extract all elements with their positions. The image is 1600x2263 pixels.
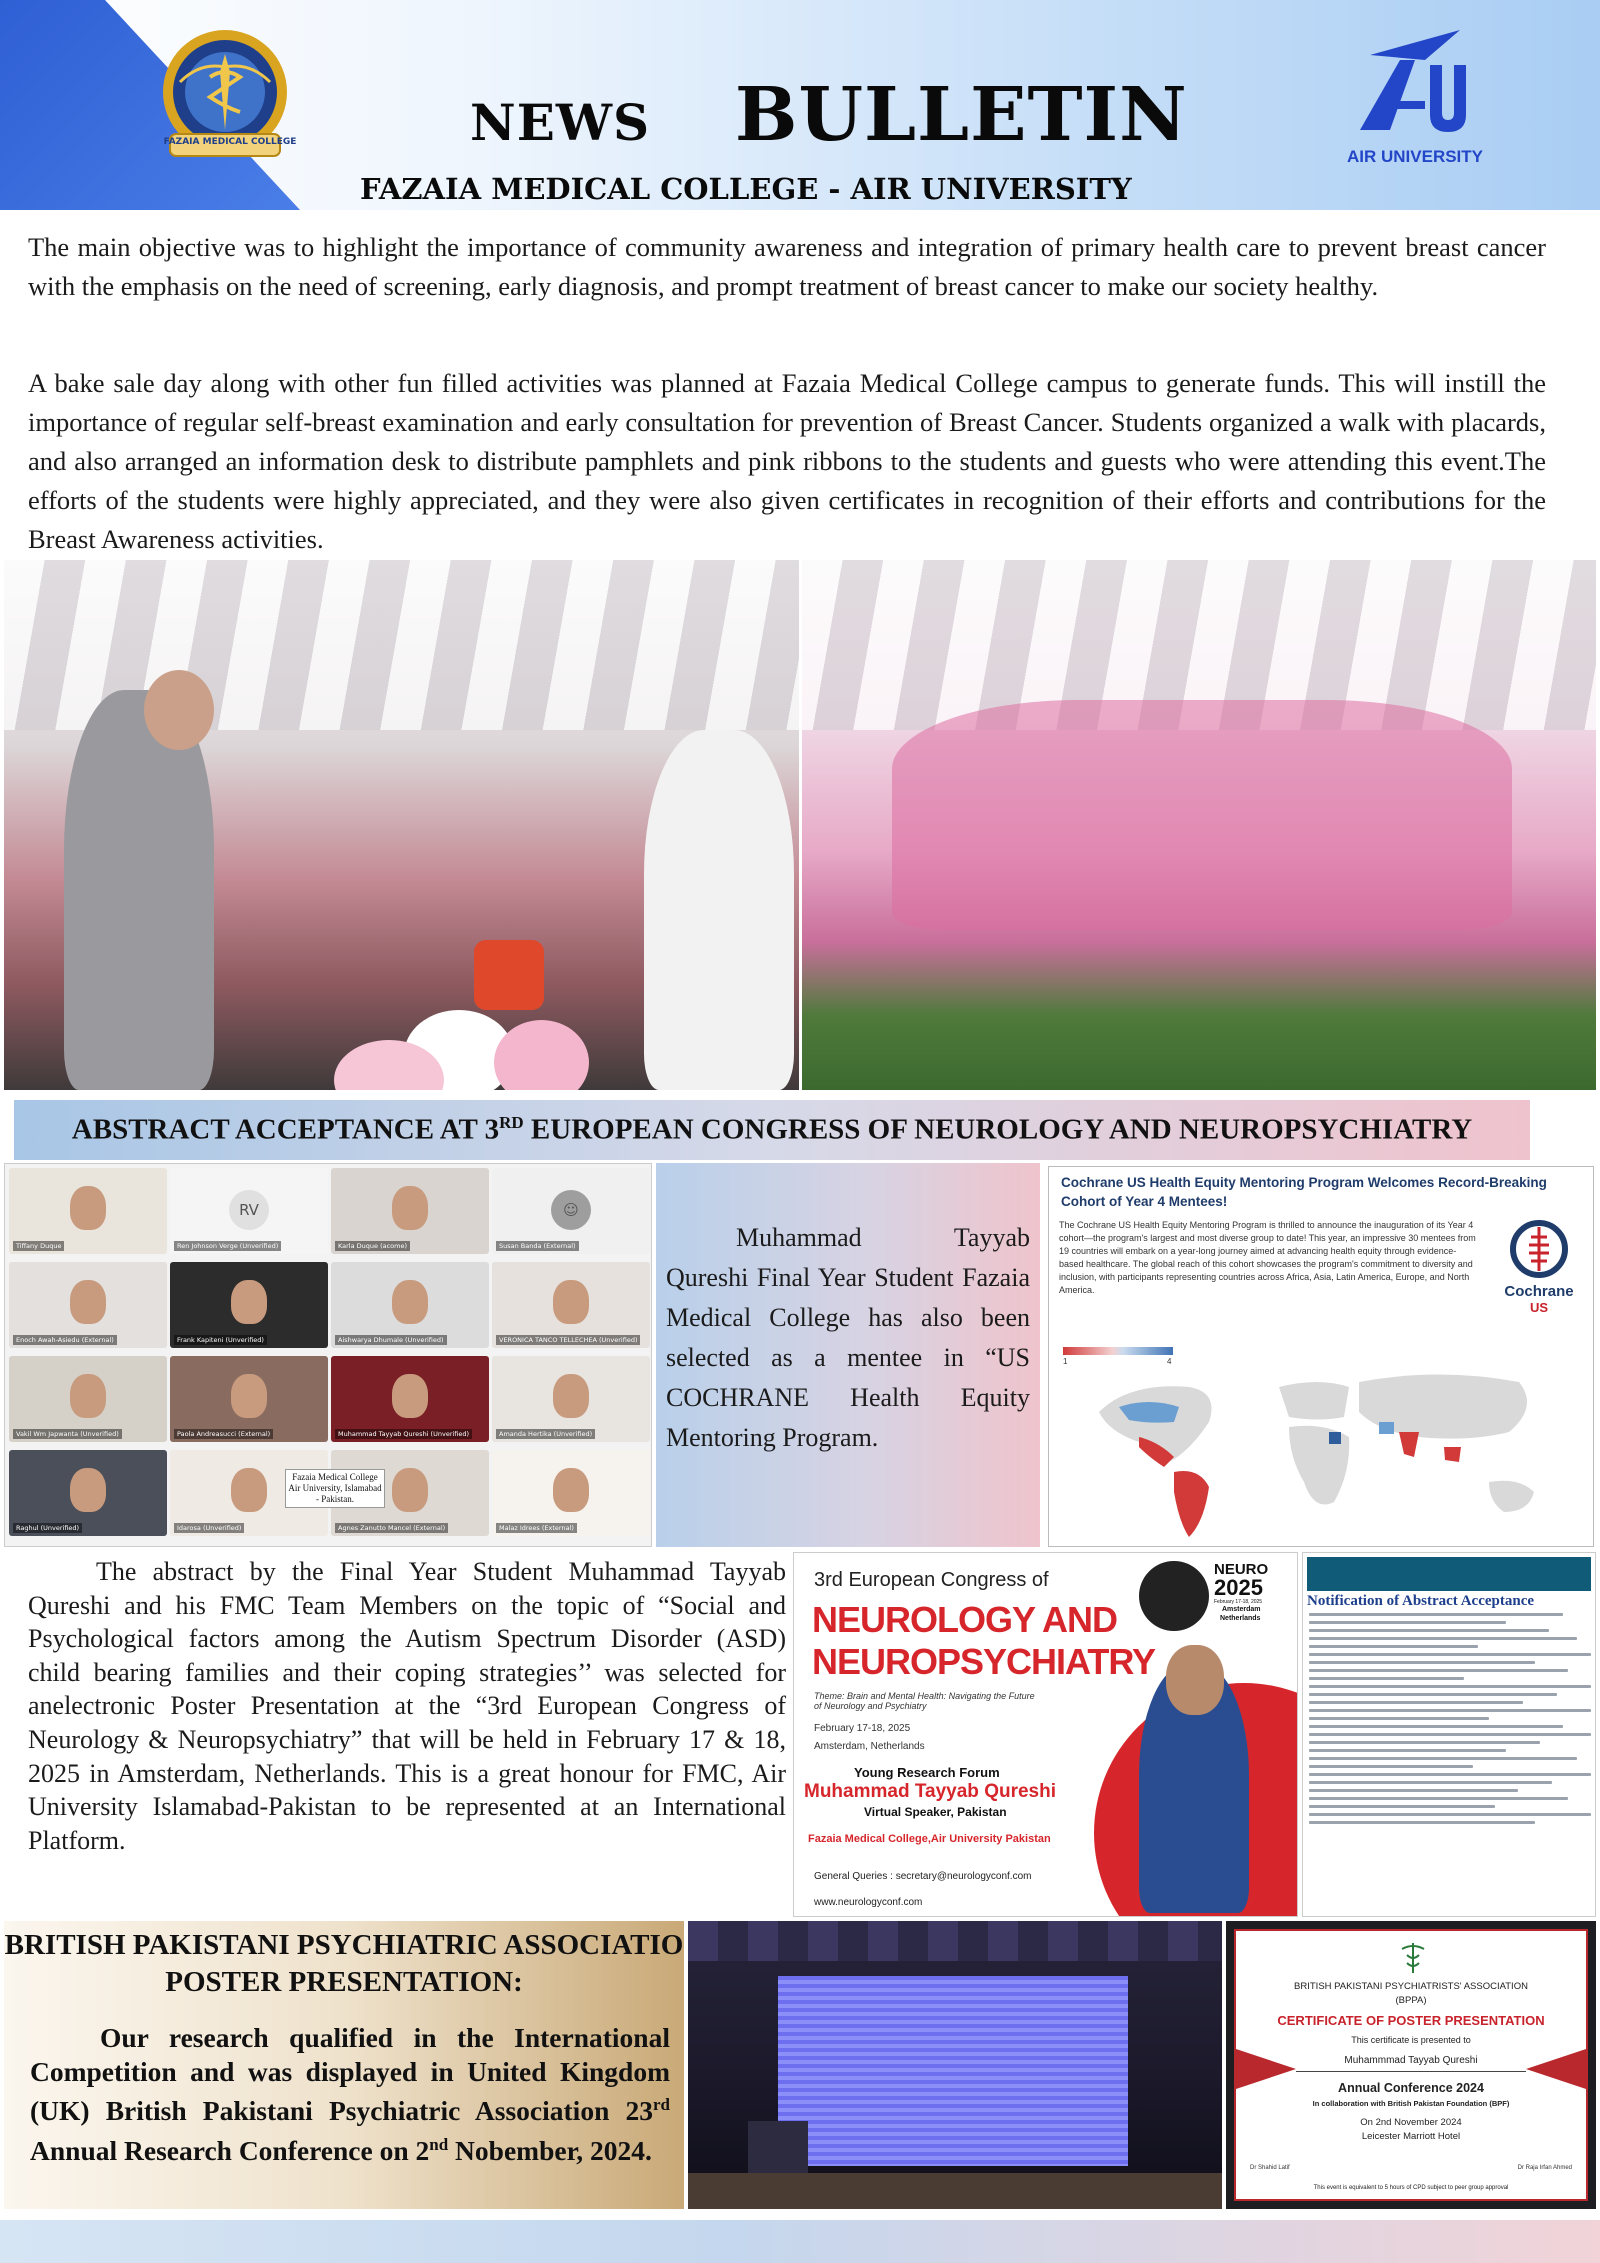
participant-name: Enoch Awah-Asiedu (External) <box>13 1335 117 1345</box>
letter-text-line <box>1309 1789 1518 1792</box>
participant-name: Agnes Zanutto Mancel (External) <box>335 1523 448 1533</box>
poster-badge-4: Amsterdam <box>1222 1606 1261 1613</box>
mentee-announcement <box>656 1163 1040 1547</box>
letter-text-line <box>1309 1757 1577 1760</box>
poster-badge-3: February 17-18, 2025 <box>1214 1599 1263 1605</box>
certificate-sign-1: Dr Shahid Latif <box>1250 2165 1290 2171</box>
projection-screen <box>778 1976 1128 2166</box>
certificate-recipient: Muhammmad Tayyab Qureshi <box>1344 2055 1478 2066</box>
participant-name: Paola Andreasucci (External) <box>174 1429 273 1439</box>
bulletin-header <box>0 0 1600 210</box>
bppa-text <box>30 2021 670 2167</box>
speaker-head <box>1166 1645 1224 1715</box>
au-logo-text: AIR UNIVERSITY <box>1346 147 1484 166</box>
participant-face <box>231 1280 267 1324</box>
participant-name: Idarosa (Unverified) <box>174 1523 244 1533</box>
letter-text-line <box>1309 1805 1495 1808</box>
participant-name: Ren Johnson Verge (Unverified) <box>174 1241 281 1251</box>
brain-icon <box>1139 1561 1209 1631</box>
participant-name: Frank Kapiteni (Unverified) <box>174 1335 267 1345</box>
participant-face <box>231 1468 267 1512</box>
footer-band <box>0 2220 1600 2263</box>
letter-header-banner <box>1307 1557 1591 1591</box>
letter-text-line <box>1309 1685 1591 1688</box>
banner-text-part: EUROPEAN CONGRESS OF NEUROLOGY AND NEUROPSYCHIATRY <box>523 1113 1473 1146</box>
scale-min-label: 1 <box>1063 1357 1068 1366</box>
cochrane-logo <box>1499 1219 1579 1329</box>
cochrane-logo-icon <box>1509 1219 1569 1279</box>
letter-text-line <box>1309 1701 1523 1704</box>
poster-date: February 17-18, 2025 <box>814 1723 911 1734</box>
participant-face <box>392 1280 428 1324</box>
letter-title: Notification of Abstract Acceptance <box>1307 1593 1535 1609</box>
participant-tile <box>492 1356 650 1442</box>
letter-text-line <box>1309 1661 1535 1664</box>
notification-letter <box>1302 1552 1596 1917</box>
water-cooler <box>474 940 544 1010</box>
letter-text-line <box>1309 1613 1563 1616</box>
bulletin-subtitle: FAZAIA MEDICAL COLLEGE - AIR UNIVERSITY <box>360 172 1132 206</box>
certificate-presented: This certificate is presented to <box>1351 2035 1471 2045</box>
participant-tile <box>9 1262 167 1348</box>
bppa-text-part: Annual Research Conference on 2 <box>30 2134 430 2166</box>
participant-tile <box>331 1356 489 1442</box>
participant-tile <box>492 1450 650 1536</box>
participant-name: Raghul (Unverified) <box>13 1523 82 1533</box>
participant-tile <box>331 1262 489 1348</box>
letter-text-line <box>1309 1637 1577 1640</box>
poster-speaker-name: Muhammad Tayyab Qureshi <box>804 1781 1056 1802</box>
participant-face <box>70 1186 106 1230</box>
world-map <box>1089 1362 1569 1542</box>
participant-name: Muhammad Tayyab Qureshi (Unverified) <box>335 1429 472 1439</box>
bppa-superscript: rd <box>653 2095 670 2114</box>
cochrane-announcement <box>1048 1166 1594 1547</box>
participant-tile <box>492 1168 650 1254</box>
recipient-underline <box>1296 2071 1526 2072</box>
mentee-text: Muhammad Tayyab Qureshi Final Year Student Fazaia Medical College has also been selected as a mentee in “US COCHRANE Health Equity Mentoring Program. <box>666 1223 1030 1452</box>
participant-face <box>70 1280 106 1324</box>
certificate-date: On 2nd November 2024 <box>1360 2117 1462 2128</box>
participant-initials: RV <box>229 1190 269 1230</box>
letter-text-line <box>1309 1677 1464 1680</box>
letter-text-line <box>1309 1797 1568 1800</box>
certificate-org: BRITISH PAKISTANI PSYCHIATRISTS' ASSOCIATION <box>1294 1981 1528 1992</box>
participant-face <box>553 1280 589 1324</box>
letter-text-line <box>1309 1629 1549 1632</box>
poster-role: Virtual Speaker, Pakistan <box>864 1805 1007 1819</box>
bppa-text-part: Nobember, 2024. <box>448 2134 652 2166</box>
map-legend-scale <box>1063 1347 1173 1355</box>
participant-tile <box>9 1450 167 1536</box>
letter-text-line <box>1309 1765 1473 1768</box>
participant-tile <box>9 1168 167 1254</box>
cochrane-logo-us: US <box>1529 1300 1549 1315</box>
participant-face <box>231 1374 267 1418</box>
participant-face <box>70 1468 106 1512</box>
letter-text-line <box>1309 1709 1591 1712</box>
letter-text-line <box>1309 1725 1563 1728</box>
bake-sale-photo <box>4 560 799 1090</box>
participant-tile <box>492 1262 650 1348</box>
zoom-overlay-label: Fazaia Medical College Air University, Islamabad - Pakistan. <box>285 1469 385 1508</box>
poster-place: Amsterdam, Netherlands <box>814 1741 925 1752</box>
letter-text-line <box>1309 1749 1506 1752</box>
letter-text-line <box>1309 1669 1568 1672</box>
participant-name: Aishwarya Dhumale (Unverified) <box>335 1335 447 1345</box>
intro-paragraph-2: A bake sale day along with other fun filled activities was planned at Fazaia Medical College campus to generate funds. This will instill the importance of regular self-breast examination and early consultation for prevention of Breast Cancer. Students organized a walk with placards, and also arranged an information desk to distribute pamphlets and pink ribbons to the students and guests who were attending this event.The efforts of the students were highly appreciated, and they were also given certificates in recognition of their efforts and contributions for the Breast Awareness activities. <box>28 368 1546 554</box>
title-word-bulletin: BULLETIN <box>734 72 1188 158</box>
certificate-collab: In collaboration with British Pakistan Foundation (BPF) <box>1312 2099 1510 2108</box>
participant-tile <box>170 1356 328 1442</box>
poster-theme: Theme: Brain and Mental Health: Navigating the Future of Neurology and Psychiatry <box>814 1691 1035 1711</box>
poster-queries: General Queries : secretary@neurologyconf.com <box>814 1871 1032 1882</box>
certificate-sign-2: Dr Raja Irfan Ahmed <box>1517 2165 1572 2171</box>
poster-badge-5: Netherlands <box>1220 1615 1261 1622</box>
guest-head <box>144 670 214 750</box>
fmc-logo-text: FAZAIA MEDICAL COLLEGE <box>163 137 297 147</box>
poster-headline-2: NEUROPSYCHIATRY <box>812 1641 1156 1682</box>
participant-name: Karla Duque (acome) <box>335 1241 410 1251</box>
guest-figure <box>64 690 214 1090</box>
cochrane-logo-name: Cochrane <box>1504 1283 1574 1300</box>
poster-badge-1: NEURO <box>1214 1561 1269 1578</box>
participant-face <box>392 1468 428 1512</box>
cochrane-title: Cochrane US Health Equity Mentoring Program Welcomes Record-Breaking Cohort of Year 4 Mentees! <box>1061 1175 1547 1209</box>
letter-text-line <box>1309 1821 1535 1824</box>
intro-paragraph-1: The main objective was to highlight the importance of community awareness and integration of primary health care to prevent breast cancer with the emphasis on the need of screening, early diagnosis, and prompt treatment of breast cancer to make our society healthy. <box>28 232 1546 301</box>
participant-name: Vakil Wm Japwanta (Unverified) <box>13 1429 122 1439</box>
online-meeting-screenshot <box>4 1163 652 1547</box>
letter-text-line <box>1309 1621 1506 1624</box>
letter-text-line <box>1309 1645 1478 1648</box>
stage-floor <box>688 2173 1222 2209</box>
certificate-abbr: (BPPA) <box>1395 1995 1427 2006</box>
letter-text-line <box>1309 1773 1591 1776</box>
balloon <box>494 1020 589 1090</box>
bulletin-title <box>470 72 1188 158</box>
letter-text-line <box>1309 1653 1591 1656</box>
letter-text-line <box>1309 1741 1540 1744</box>
scale-max-label: 4 <box>1167 1357 1172 1366</box>
cochrane-body: The Cochrane US Health Equity Mentoring Program is thrilled to announce the inauguration of its Year 4 cohort—the program's largest and most diverse group to date! This year, an impressive 30 mentees from 19 countries will embark on a year-long journey aimed at advancing health equity through evidence-based healthcare. The global reach of this cohort showcases the program's commitment to diversity and inclusion, with participants representing countries across Africa, Asia, Latin America, Europe, and North America. <box>1059 1220 1476 1295</box>
participant-tile <box>170 1262 328 1348</box>
avatar-icon: ☺ <box>551 1190 591 1230</box>
participant-name: Susan Banda (External) <box>496 1241 579 1251</box>
poster-affiliation: Fazaia Medical College,Air University Pakistan <box>808 1833 1051 1845</box>
poster-badge-2: 2025 <box>1214 1575 1263 1600</box>
participant-face <box>392 1374 428 1418</box>
participant-name: Amanda Hertika (Unverified) <box>496 1429 595 1439</box>
caduceus-icon <box>1398 1941 1428 1975</box>
participant-tile <box>170 1168 328 1254</box>
certificate-title: CERTIFICATE OF POSTER PRESENTATION <box>1277 2013 1545 2028</box>
participant-tile <box>331 1168 489 1254</box>
group-photo <box>802 560 1596 1090</box>
letter-text-line <box>1309 1717 1489 1720</box>
certificate-paper <box>1234 1929 1588 2201</box>
poster-congress: 3rd European Congress of <box>814 1569 1049 1591</box>
participant-tile <box>9 1356 167 1442</box>
bppa-superscript: nd <box>429 2134 449 2154</box>
congress-poster <box>793 1552 1298 1917</box>
title-word-news: NEWS <box>470 93 651 152</box>
air-university-logo-icon <box>1330 20 1500 170</box>
banner-superscript: RD <box>499 1113 524 1133</box>
group-of-students <box>892 700 1512 930</box>
banner-title <box>72 1113 1472 1147</box>
letter-text-line <box>1309 1781 1552 1784</box>
participant-face <box>553 1468 589 1512</box>
abstract-paragraph: The abstract by the Final Year Student Muhammad Tayyab Qureshi and his FMC Team Members on the topic of “Social and Psychological factors among the Autism Spectrum Disorder (ASD) child bearing families and their coping strategies’’ was selected for anelectronic Poster Presentation at the “3rd European Congress of Neurology & Neuropsychiatry” that will be held in February 17 & 18, 2025 in Amsterdam, Netherlands. This is a great honour for FMC, Air University Islamabad-Pakistan to be represented at an International Platform. <box>28 1557 786 1855</box>
certificate-event: Annual Conference 2024 <box>1338 2081 1484 2095</box>
poster-forum: Young Research Forum <box>854 1765 1000 1780</box>
certificate-venue: Leicester Marriott Hotel <box>1361 2131 1461 2142</box>
bppa-certificate <box>1226 1921 1596 2209</box>
letter-text-line <box>1309 1813 1591 1816</box>
participant-face <box>553 1374 589 1418</box>
bppa-section <box>4 1921 684 2209</box>
letter-body-lines <box>1309 1613 1591 1829</box>
participant-face <box>392 1186 428 1230</box>
poster-headline-1: NEUROLOGY AND <box>812 1599 1118 1640</box>
participant-name: Tiffany Duque <box>13 1241 64 1251</box>
letter-text-line <box>1309 1733 1591 1736</box>
fazaia-medical-college-logo-icon <box>150 22 300 172</box>
banner-text-part: ABSTRACT ACCEPTANCE AT 3 <box>71 1113 500 1146</box>
certificate-cpd: This event is equivalent to 5 hours of CPD subject to peer group approval <box>1313 2185 1509 2191</box>
participant-name: Malaz Idrees (External) <box>496 1523 577 1533</box>
participant-name: VERONICA TANCO TELLECHEA (Unverified) <box>496 1335 640 1345</box>
conference-stage-photo <box>688 1921 1222 2209</box>
letter-text-line <box>1309 1693 1557 1696</box>
participant-face <box>70 1374 106 1418</box>
bppa-title: BRITISH PAKISTANI PSYCHIATRIC ASSOCIATIO POSTER PRESENTATION: <box>4 1929 684 1998</box>
student-figure <box>644 730 794 1090</box>
ceiling <box>688 1921 1222 1961</box>
abstract-acceptance-banner <box>14 1100 1530 1160</box>
bppa-text-part: Our research qualified in the International Competition and was displayed in United Kingdom (UK) British Pakistani Psychiatric Association 23 <box>30 2022 670 2127</box>
poster-website: www.neurologyconf.com <box>814 1897 923 1908</box>
